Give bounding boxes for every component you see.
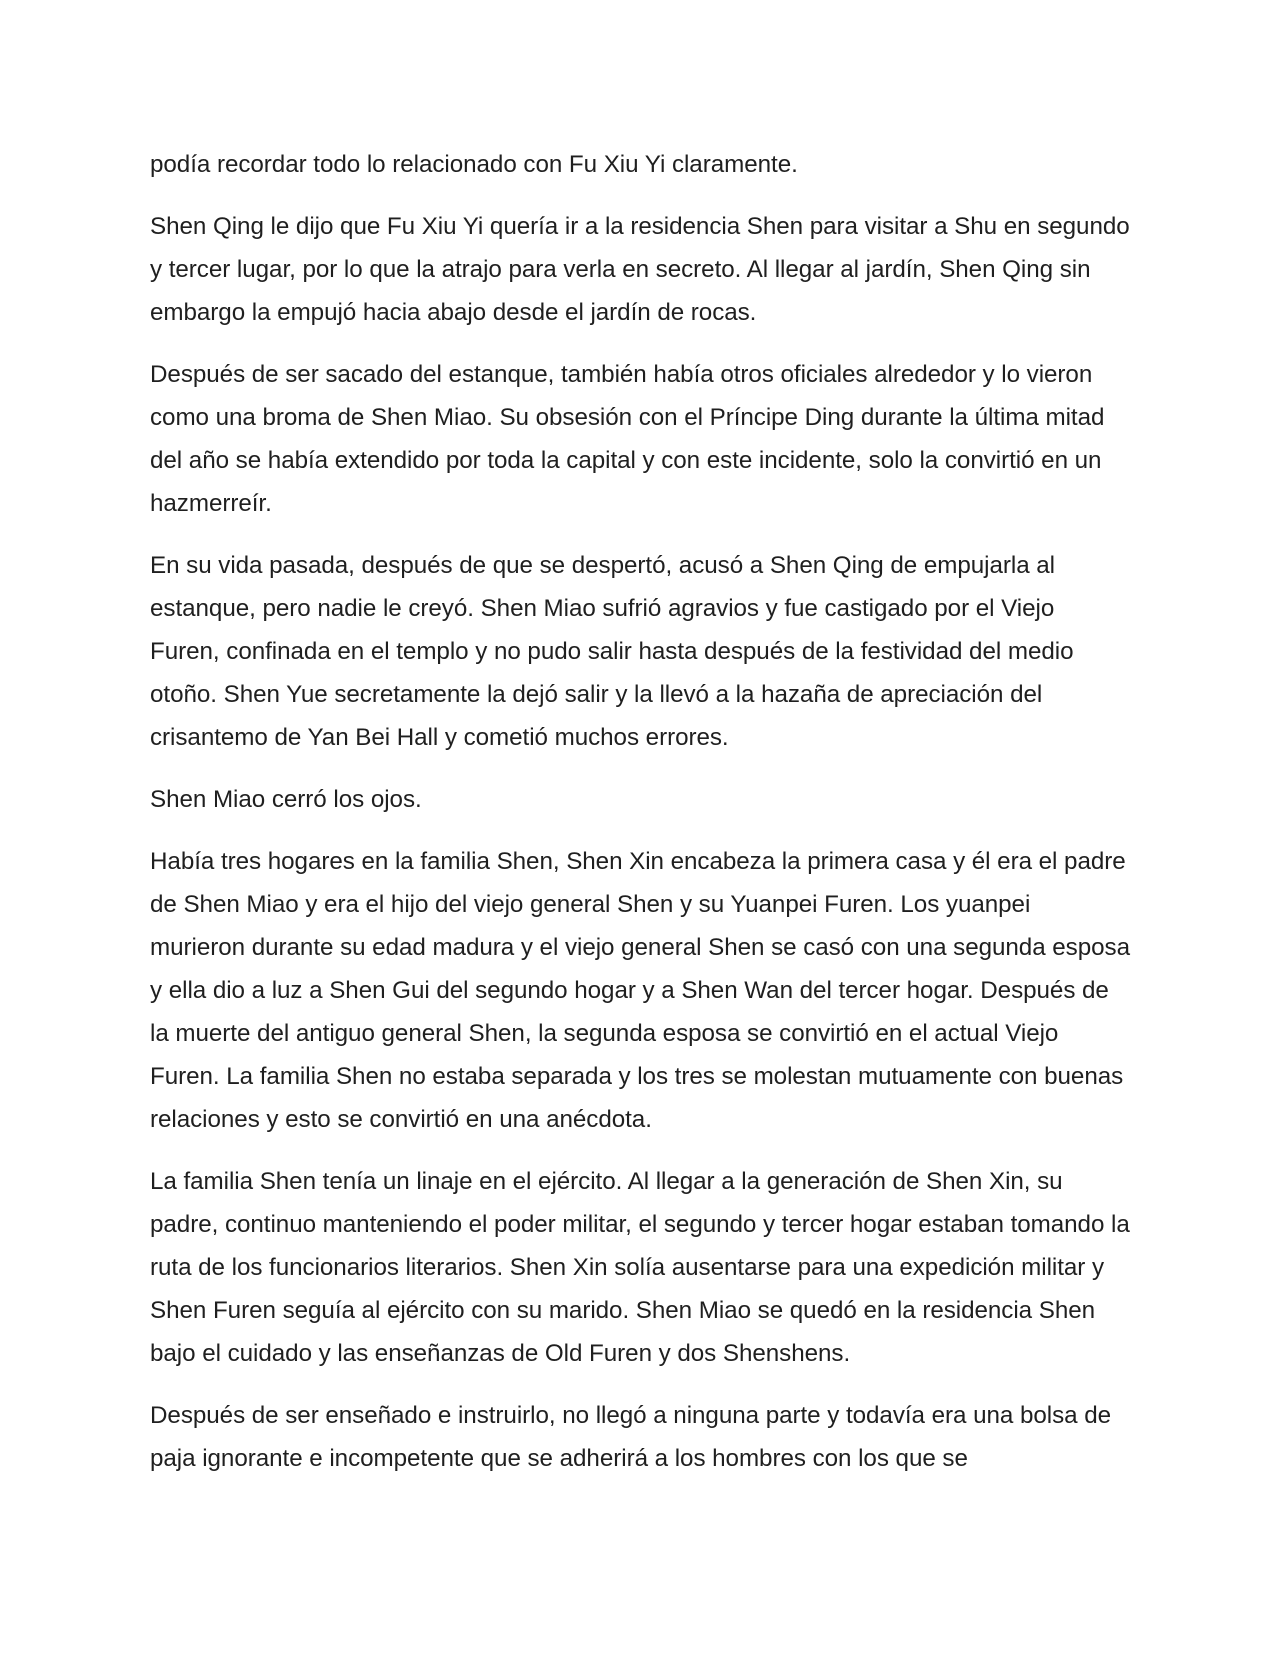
paragraph-6: Había tres hogares en la familia Shen, Shen Xin encabeza la primera casa y él era el padre de Shen Miao y era el hijo del viejo general Shen y su Yuanpei Furen. Los yuanpei murieron durante su edad madura y el viejo general Shen se casó con una segunda esposa y ella dio a luz a Shen Gui del segundo hogar y a Shen Wan del tercer hogar. Después de la muerte del antiguo general Shen, la segunda esposa se convirtió en el actual Viejo Furen. La familia Shen no estaba separada y los tres se molestan mutuamente con buenas relaciones y esto se convirtió en una anécdota. xyxy=(150,848,1130,1133)
paragraph-2: Shen Qing le dijo que Fu Xiu Yi quería ir a la residencia Shen para visitar a Shu en segundo y tercer lugar, por lo que la atrajo para verla en secreto. Al llegar al jardín, Shen Qing sin embargo la empujó hacia abajo desde el jardín de rocas. xyxy=(150,213,1130,326)
paragraph-5: Shen Miao cerró los ojos. xyxy=(150,786,422,813)
paragraph-8: Después de ser enseñado e instruirlo, no llegó a ninguna parte y todavía era una bolsa de paja ignorante e incompetente que se adherirá a los hombres con los que se xyxy=(150,1402,1112,1472)
paragraph-1: podía recordar todo lo relacionado con Fu Xiu Yi claramente. xyxy=(150,151,798,178)
paragraph-4: En su vida pasada, después de que se despertó, acusó a Shen Qing de empujarla al estanque, pero nadie le creyó. Shen Miao sufrió agravios y fue castigado por el Viejo Furen, confinada en el templo y no pudo salir hasta después de la festividad del medio otoño. Shen Yue secretamente la dejó salir y la llevó a la hazaña de apreciación del crisantemo de Yan Bei Hall y cometió muchos errores. xyxy=(150,552,1074,751)
document-page xyxy=(150,143,1130,1499)
paragraph-7: La familia Shen tenía un linaje en el ejército. Al llegar a la generación de Shen Xin, su padre, continuo manteniendo el poder militar, el segundo y tercer hogar estaban tomando la ruta de los funcionarios literarios. Shen Xin solía ausentarse para una expedición militar y Shen Furen seguía al ejército con su marido. Shen Miao se quedó en la residencia Shen bajo el cuidado y las enseñanzas de Old Furen y dos Shenshens. xyxy=(150,1168,1130,1367)
paragraph-3: Después de ser sacado del estanque, también había otros oficiales alrededor y lo vieron como una broma de Shen Miao. Su obsesión con el Príncipe Ding durante la última mitad del año se había extendido por toda la capital y con este incidente, solo la convirtió en un hazmerreír. xyxy=(150,361,1105,517)
